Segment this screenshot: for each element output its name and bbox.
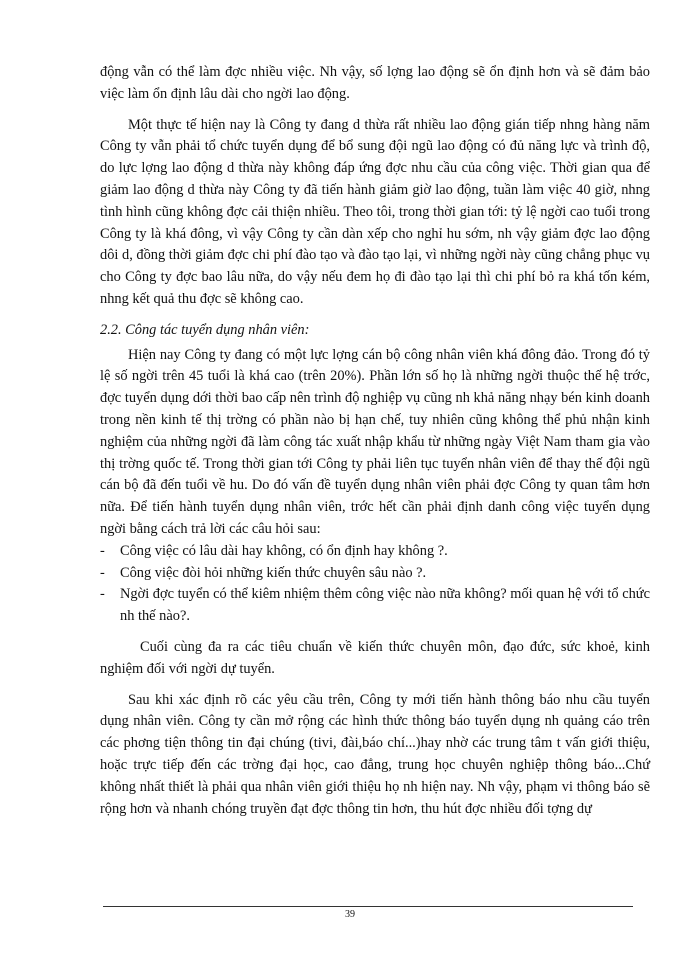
dash-marker: - bbox=[100, 542, 105, 559]
list-item bbox=[100, 563, 650, 585]
paragraph-announcement: Sau khi xác định rõ các yêu cầu trên, Công ty mới tiến hành thông báo nhu cầu tuyển dụng nhân viên. Công ty cần mở rộng các hình thức thông báo tuyển dụng nh quảng cáo trên các phơng tiện thông tin đại chúng (tivi, đài,báo chí...)hay nhờ các trung tâm t vấn giới thiệu, hoặc trực tiếp đến các trờng đại học, cao đẳng, trung học chuyên nghiệp thông báo...Chứ không nhất thiết là phải qua nhân viên giới thiệu họ nh hiện nay. Nh vậy, phạm vi thông báo sẽ rộng hơn và nhanh chóng truyền đạt đợc thông tin hơn, thu hút đợc nhiều đối tợng dự bbox=[100, 691, 650, 817]
dash-marker: - bbox=[100, 586, 105, 603]
list-item-text: Ngời đợc tuyển có thể kiêm nhiệm thêm công việc nào nữa không? mối quan hệ với tổ chức nh thế nào?. bbox=[120, 586, 650, 625]
question-list bbox=[100, 541, 650, 628]
paragraph-criteria: Cuối cùng đa ra các tiêu chuẩn về kiến thức chuyên môn, đạo đức, sức khoẻ, kinh nghiệm đối với ngời dự tuyển. bbox=[100, 638, 650, 677]
footer-rule bbox=[103, 906, 633, 907]
section-heading-recruitment: 2.2. Công tác tuyển dụng nhân viên: bbox=[100, 321, 310, 338]
list-item bbox=[100, 584, 650, 628]
list-item-text: Công việc đòi hỏi những kiến thức chuyên sâu nào ?. bbox=[120, 564, 427, 581]
paragraph-continuation: động vẫn có thể làm đợc nhiều việc. Nh vậy, số lợng lao động sẽ ổn định hơn và sẽ đảm bảo việc làm ổn định lâu dài cho ngời lao động. bbox=[100, 64, 650, 102]
list-item-text: Công việc có lâu dài hay không, có ổn định hay không ?. bbox=[120, 542, 448, 559]
paragraph-recruitment: Hiện nay Công ty đang có một lực lợng cán bộ công nhân viên khá đông đảo. Trong đó tỷ lệ số ngời trên 45 tuổi là khá cao (trên 20%). Phần lớn số họ là những ngời thuộc thế hệ trớc, đợc tuyển dụng dới thời bao cấp nên trình độ nghiệp vụ cũng nh khả năng nhạy bén kinh doanh trong nền kinh tế thị trờng có phần nào bị hạn chế, tuy nhiên cũng không thể phủ nhận kinh nghiệm của những ngời đã làm công tác xuất nhập khẩu từ những ngày Việt Nam tham gia vào thị trờng quốc tế. Trong thời gian tới Công ty phải liên tục tuyển nhân viên để thay thế đội ngũ cán bộ đã đến tuổi về hu. Do đó vấn đề tuyển dụng nhân viên phải đợc Công ty quan tâm hơn nữa. Để tiến hành tuyển dụng nhân viên, trớc hết cần phải định danh công việc tuyển dụng ngời bằng cách trả lời các câu hỏi sau: bbox=[100, 346, 650, 537]
dash-marker: - bbox=[100, 564, 105, 581]
page-number: 39 bbox=[345, 909, 355, 920]
paragraph-surplus-labor: Một thực tế hiện nay là Công ty đang d thừa rất nhiều lao động gián tiếp nhng hàng năm Công ty vẫn phải tổ chức tuyển dụng để bổ sung đội ngũ lao động có đủ năng lực và trình độ, do lực lợng lao động d thừa này không đáp ứng đợc nhu cầu của công việc. Thời gian qua để giảm lao động d thừa này Công ty đã tiến hành giảm giờ lao động, tuần làm việc 40 giờ, nhng tình hình cũng không đợc cải thiện nhiều. Theo tôi, trong thời gian tới: tỷ lệ ngời cao tuổi trong Công ty là khá đông, vì vậy Công ty cần dàn xếp cho nghỉ hu sớm, nh vậy giảm đợc lao động dôi d, đồng thời giảm đợc chi phí đào tạo và đào tạo lại, vì những ngời này cũng chẳng phục vụ cho Công ty đợc bao lâu nữa, do vậy nếu đem họ đi đào tạo lại thì chi phí bỏ ra khá tốn kém, nhng kết quả thu đợc sẽ không cao. bbox=[100, 116, 650, 307]
list-item bbox=[100, 541, 650, 563]
document-body bbox=[100, 62, 650, 820]
